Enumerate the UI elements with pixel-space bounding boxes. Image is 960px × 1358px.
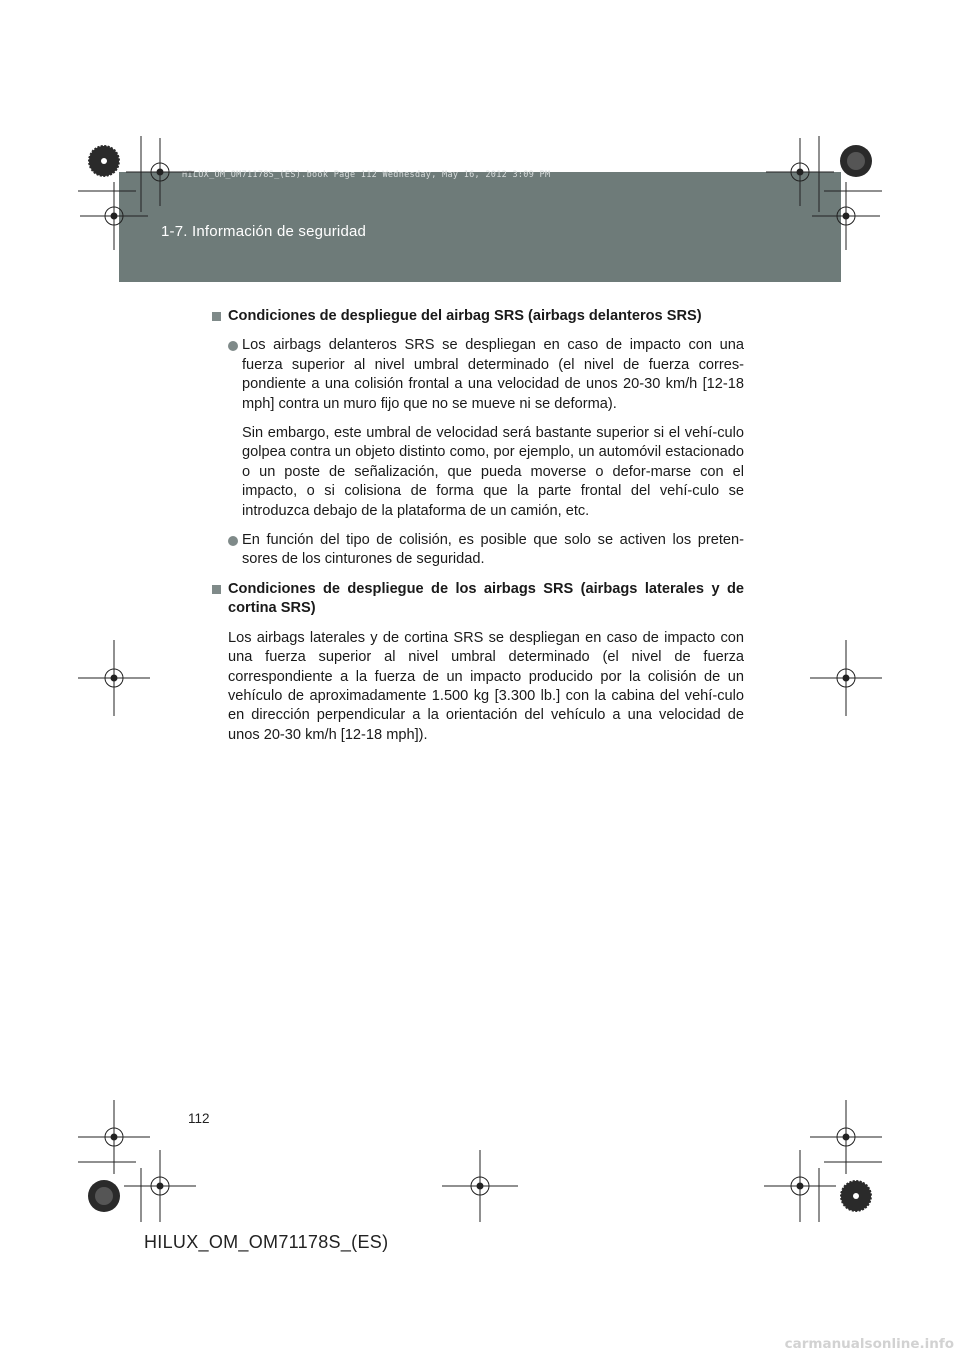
heading-text: Condiciones de despliegue de los airbags SRS (airbags laterales y de cortina SRS) [228, 580, 744, 617]
bullet-item [212, 531, 744, 570]
paragraph: Sin embargo, este umbral de velocidad será bastante superior si el vehí-culo golpea contra un objeto distinto como, por ejemplo, un automóvil estacionado o un poste de señalización, que pueda moverse o defor-marse con el impacto, o si colisiona de forma que la parte frontal del vehí-culo se introduzca debajo de la plataforma de un camión, etc. [242, 425, 744, 519]
bullet-text: En función del tipo de colisión, es posible que solo se activen los preten-sores de los cinturones de seguridad. [242, 532, 744, 568]
section-title: 1-7. Información de seguridad [161, 223, 367, 240]
circle-bullet-icon [228, 341, 238, 351]
print-stamp: HILUX_OM_OM71178S_(ES).book Page 112 Wednesday, May 16, 2012 3:09 PM [182, 170, 551, 180]
bullet-text: Los airbags delanteros SRS se despliegan en caso de impacto con una fuerza superior al nivel umbral determinado (el nivel de fuerza corres-pondiente a una colisión frontal a una velocidad de unos 20-30 km/h [12-18 mph] contra un muro fijo que no se mueve ni se deforma). [242, 337, 744, 412]
square-bullet-icon [212, 585, 221, 594]
paragraph: Los airbags laterales y de cortina SRS se despliegan en caso de impacto con una fuerza superior al nivel umbral determinado (el nivel de fuerza correspondiente a la fuerza de un impacto producido por la colisión de un vehículo de aproximadamente 1.500 kg [3.300 lb.] con la cabina del vehí-culo en dirección perpendicular a la orientación del vehículo a una velocidad de unos 20-30 km/h [12-18 mph]). [228, 629, 744, 743]
section-heading [212, 307, 744, 326]
section-heading [212, 580, 744, 619]
main-content [212, 307, 744, 755]
circle-bullet-icon [228, 536, 238, 546]
heading-text: Condiciones de despliegue del airbag SRS (airbags delanteros SRS) [228, 308, 702, 324]
document-id: HILUX_OM_OM71178S_(ES) [144, 1232, 389, 1252]
page-number: 112 [188, 1111, 210, 1126]
watermark: carmanualsonline.info [784, 1336, 954, 1352]
square-bullet-icon [212, 312, 221, 321]
bullet-item [212, 336, 744, 414]
